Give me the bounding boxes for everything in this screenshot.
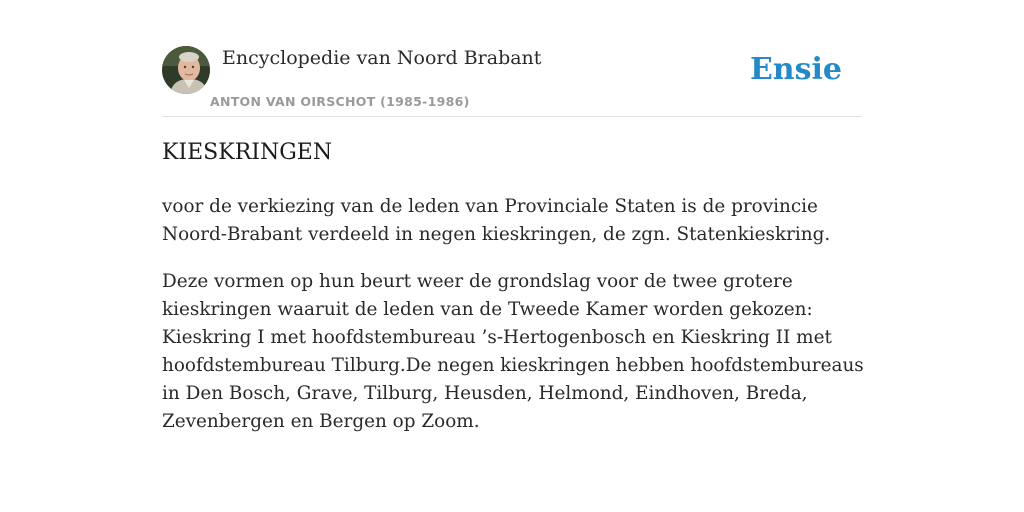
entry-title: KIESKRINGEN bbox=[162, 140, 333, 165]
ensie-logo-link[interactable]: Ensie bbox=[749, 52, 842, 87]
author-name[interactable]: ANTON VAN OIRSCHOT (1985-1986) bbox=[210, 94, 470, 109]
author-avatar[interactable] bbox=[162, 46, 210, 94]
author-portrait-icon bbox=[162, 46, 210, 94]
source-header bbox=[162, 44, 862, 117]
entry-paragraph: Deze vormen op hun beurt weer de grondslag voor de twee grotere kieskringen waaruit de leden van de Tweede Kamer worden gekozen: Kieskring I met hoofdstembureau ’s-Hertogenbosch en Kieskring II met hoofdstembureau Tilburg.De negen kieskringen hebben hoofdstembureaus in Den Bosch, Grave, Tilburg, Heusden, Helmond, Eindhoven, Breda, Zevenbergen en Bergen op Zoom. bbox=[162, 271, 864, 432]
source-title[interactable]: Encyclopedie van Noord Brabant bbox=[222, 47, 542, 69]
entry-paragraph: voor de verkiezing van de leden van Provinciale Staten is de provincie Noord-Brabant verdeeld in negen kieskringen, de zgn. Statenkieskring. bbox=[162, 196, 831, 245]
entry-body bbox=[162, 193, 872, 455]
